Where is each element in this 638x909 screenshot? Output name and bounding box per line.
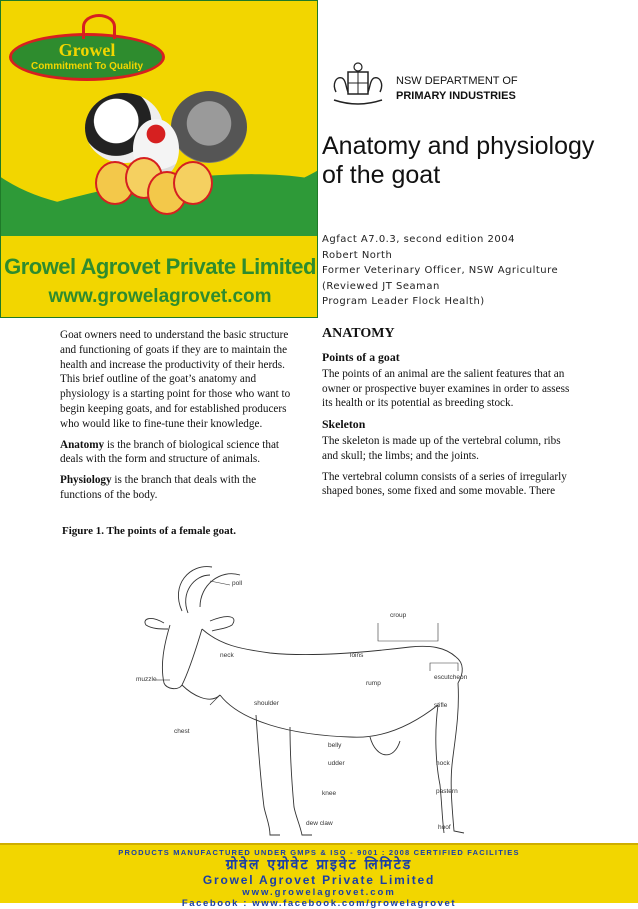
footer-hindi-name: ग्रोवेल एग्रोवेट प्राइवेट लिमिटेड bbox=[225, 857, 413, 873]
label-shoulder: shoulder bbox=[254, 700, 279, 707]
footer-website-link[interactable]: www.growelagrovet.com bbox=[242, 887, 396, 898]
skeleton-paragraph-1: The skeleton is made up of the vertebral column, ribs and skull; the limbs; and the joints. bbox=[322, 434, 561, 462]
meta-line: (Reviewed JT Seaman bbox=[322, 280, 440, 292]
ad-website-link[interactable]: www.growelagrovet.com bbox=[48, 286, 272, 307]
document-meta bbox=[322, 232, 622, 310]
physiology-definition: is the branch that deals with the functions of the body. bbox=[60, 474, 257, 501]
label-leaders bbox=[156, 581, 458, 705]
logo-name: Growel bbox=[58, 40, 116, 60]
label-muzzle: muzzle bbox=[136, 676, 157, 683]
footer-company-name: Growel Agrovet Private Limited bbox=[202, 873, 436, 887]
document-title: Anatomy and physiology of the goat bbox=[322, 132, 595, 189]
label-poll: poll bbox=[232, 580, 243, 587]
intro-paragraph: Goat owners need to understand the basic structure and functioning of goats if they are to maintain the health and increase the productivity of their herds. This brief outline of the goat’s anatomy and physiology is a starting point for those who want to begin keeping goats, and for established producers who would like to fine-tune their knowledge. bbox=[60, 329, 291, 430]
goat-points-diagram bbox=[60, 545, 580, 845]
label-belly: belly bbox=[328, 742, 342, 749]
meta-line: Robert North bbox=[322, 249, 393, 261]
label-stifle: stifle bbox=[434, 702, 448, 709]
growel-advertisement bbox=[0, 0, 318, 318]
meta-line: Former Veterinary Officer, NSW Agriculture bbox=[322, 265, 559, 276]
skeleton-heading: Skeleton bbox=[322, 417, 366, 432]
label-dew-claw: dew claw bbox=[306, 820, 333, 827]
growel-footer-banner bbox=[0, 843, 638, 909]
anatomy-paragraph bbox=[60, 438, 300, 468]
physiology-paragraph bbox=[60, 473, 300, 503]
figure-caption: Figure 1. The points of a female goat. bbox=[62, 525, 237, 537]
label-hoof: hoof bbox=[438, 824, 451, 831]
logo-ring-icon bbox=[82, 14, 116, 39]
anatomy-heading: ANATOMY bbox=[322, 326, 395, 341]
physiology-term: Physiology bbox=[60, 474, 112, 487]
department-name bbox=[396, 74, 518, 104]
department-line-2: PRIMARY INDUSTRIES bbox=[396, 90, 516, 102]
label-escutcheon: escutcheon bbox=[434, 674, 468, 681]
growel-logo bbox=[9, 33, 165, 81]
anatomy-definition: is the branch of biological science that deals with the form and structure of animals. bbox=[60, 438, 280, 466]
anatomy-term: Anatomy bbox=[60, 438, 105, 451]
buffalo-image bbox=[171, 91, 247, 163]
right-column bbox=[322, 350, 578, 505]
chick-image bbox=[173, 161, 213, 205]
label-neck: neck bbox=[220, 652, 234, 659]
label-rump: rump bbox=[366, 680, 381, 687]
skeleton-paragraph-2: The vertebral column consists of a series of irregularly shaped bones, some fixed and some movable. There bbox=[322, 470, 567, 498]
logo-tagline: Commitment To Quality bbox=[30, 61, 144, 72]
label-hock: hock bbox=[436, 760, 450, 767]
points-heading: Points of a goat bbox=[322, 350, 400, 364]
points-paragraph: The points of an animal are the salient features that an owner or prospective buyer examines in order to assess its health or its potential as breeding stock. bbox=[322, 367, 570, 410]
label-chest: chest bbox=[174, 728, 190, 735]
ad-company-name: Growel Agrovet Private Limited bbox=[4, 254, 316, 279]
footer-facebook-link[interactable]: Facebook : www.facebook.com/growelagrovet bbox=[181, 898, 457, 909]
meta-line: Agfact A7.0.3, second edition 2004 bbox=[322, 234, 515, 245]
department-line-1: NSW DEPARTMENT OF bbox=[396, 75, 518, 87]
label-croup: croup bbox=[390, 612, 407, 619]
meta-line: Program Leader Flock Health) bbox=[322, 296, 485, 307]
nsw-crest-icon bbox=[328, 62, 388, 108]
left-column bbox=[60, 328, 300, 509]
label-pastern: pastern bbox=[436, 788, 458, 795]
label-udder: udder bbox=[328, 760, 345, 767]
label-loins: loins bbox=[350, 652, 364, 659]
label-knee: knee bbox=[322, 790, 337, 797]
goat-outline bbox=[145, 567, 464, 835]
footer-certification: PRODUCTS MANUFACTURED UNDER GMPS & ISO - 9001 : 2008 CERTIFIED FACILITIES bbox=[118, 848, 520, 857]
